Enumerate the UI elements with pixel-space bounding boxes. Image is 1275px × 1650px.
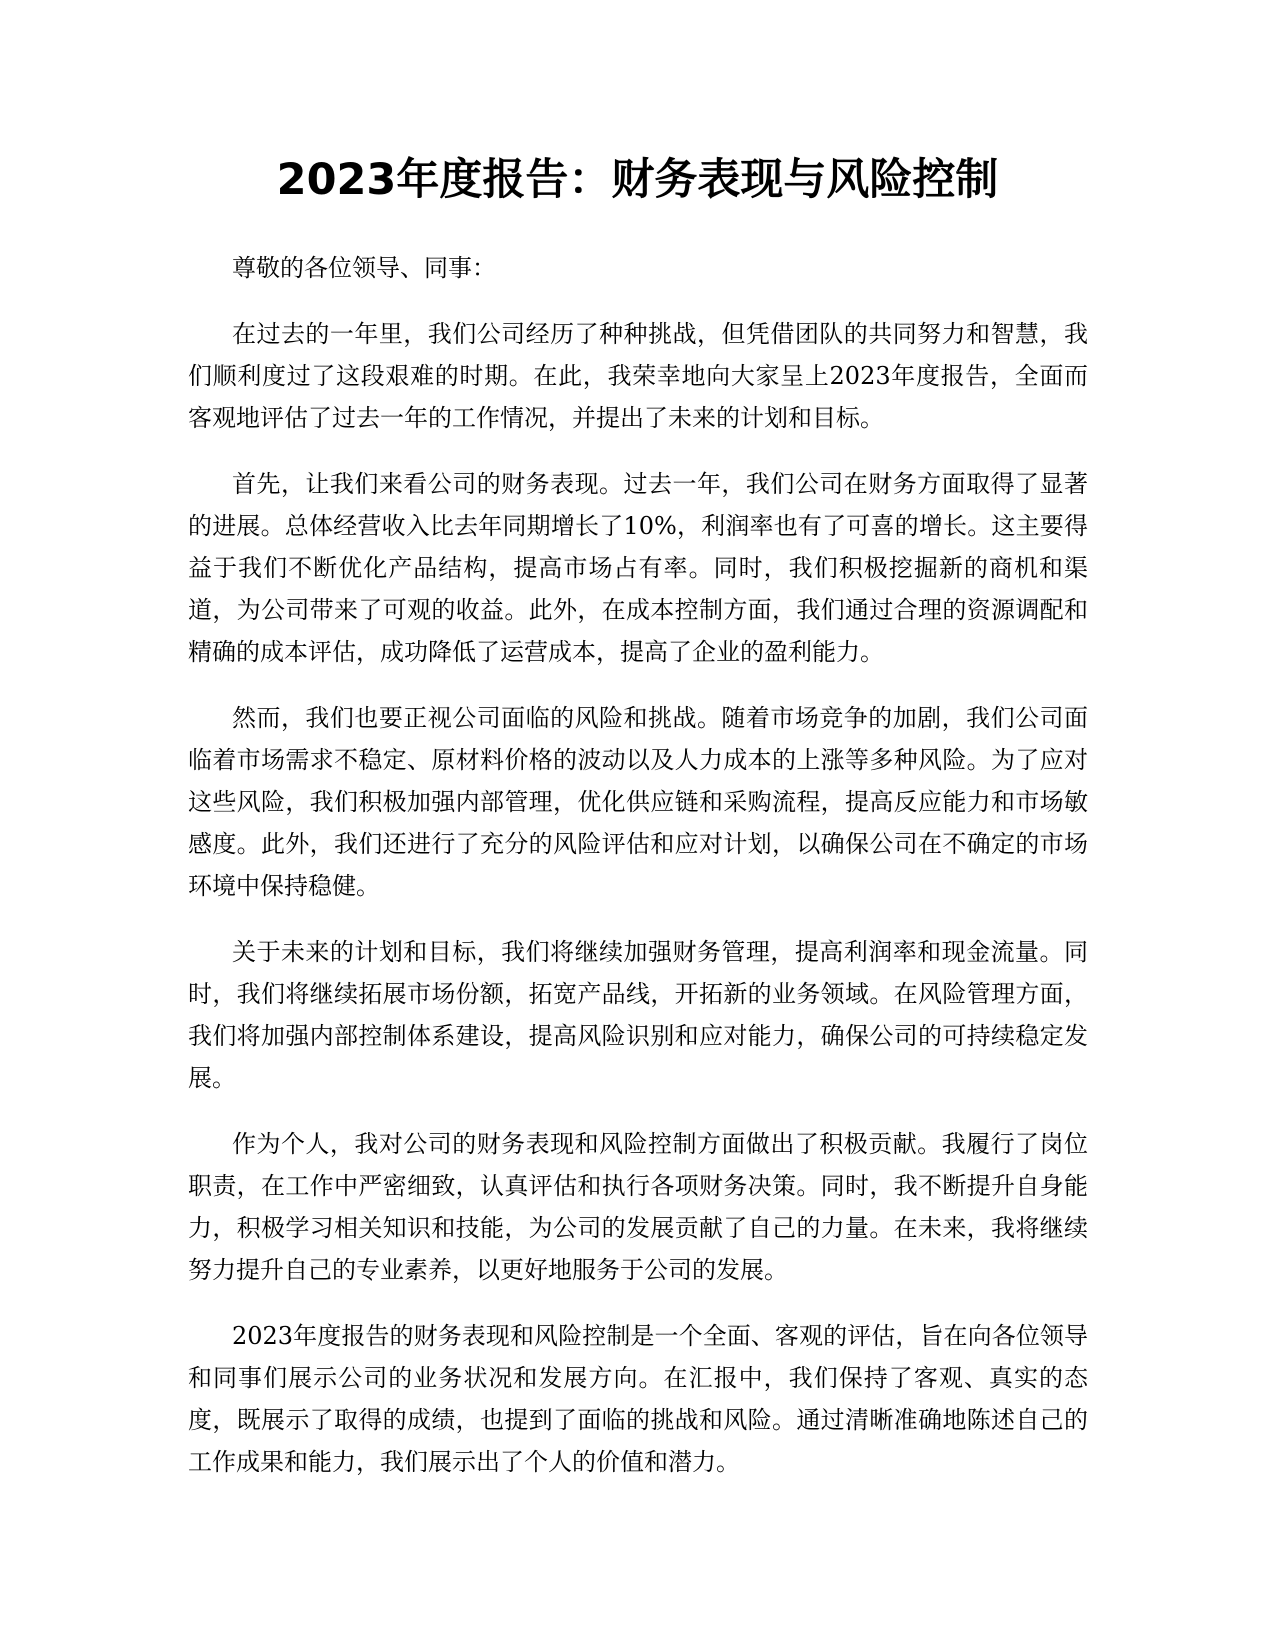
paragraph-financial-performance: 首先，让我们来看公司的财务表现。过去一年，我们公司在财务方面取得了显著的进展。总体经营收入比去年同期增长了10%，利润率也有了可喜的增长。这主要得益于我们不断优化产品结构，提高市场占有率。同时，我们积极挖掘新的商机和渠道，为公司带来了可观的收益。此外，在成本控制方面，我们通过合理的资源调配和精确的成本评估，成功降低了运营成本，提高了企业的盈利能力。 bbox=[188, 470, 1088, 666]
paragraph-conclusion: 2023年度报告的财务表现和风险控制是一个全面、客观的评估，旨在向各位领导和同事们展示公司的业务状况和发展方向。在汇报中，我们保持了客观、真实的态度，既展示了取得的成绩，也提到了面临的挑战和风险。通过清晰准确地陈述自己的工作成果和能力，我们展示出了个人的价值和潜力。 bbox=[188, 1322, 1088, 1476]
paragraph-risks: 然而，我们也要正视公司面临的风险和挑战。随着市场竞争的加剧，我们公司面临着市场需求不稳定、原材料价格的波动以及人力成本的上涨等多种风险。为了应对这些风险，我们积极加强内部管理，优化供应链和采购流程，提高反应能力和市场敏感度。此外，我们还进行了充分的风险评估和应对计划，以确保公司在不确定的市场环境中保持稳健。 bbox=[188, 704, 1088, 900]
paragraph-personal-contribution: 作为个人，我对公司的财务表现和风险控制方面做出了积极贡献。我履行了岗位职责，在工作中严密细致，认真评估和执行各项财务决策。同时，我不断提升自身能力，积极学习相关知识和技能，为公司的发展贡献了自己的力量。在未来，我将继续努力提升自己的专业素养，以更好地服务于公司的发展。 bbox=[188, 1130, 1088, 1284]
paragraph-future-plans: 关于未来的计划和目标，我们将继续加强财务管理，提高利润率和现金流量。同时，我们将继续拓展市场份额，拓宽产品线，开拓新的业务领域。在风险管理方面，我们将加强内部控制体系建设，提高风险识别和应对能力，确保公司的可持续稳定发展。 bbox=[188, 938, 1088, 1092]
salutation: 尊敬的各位领导、同事： bbox=[232, 254, 496, 282]
document-body bbox=[188, 247, 1088, 1507]
document-title: 2023年度报告：财务表现与风险控制 bbox=[276, 155, 999, 205]
paragraph-intro: 在过去的一年里，我们公司经历了种种挑战，但凭借团队的共同努力和智慧，我们顺利度过了这段艰难的时期。在此，我荣幸地向大家呈上2023年度报告，全面而客观地评估了过去一年的工作情况，并提出了未来的计划和目标。 bbox=[188, 320, 1088, 432]
